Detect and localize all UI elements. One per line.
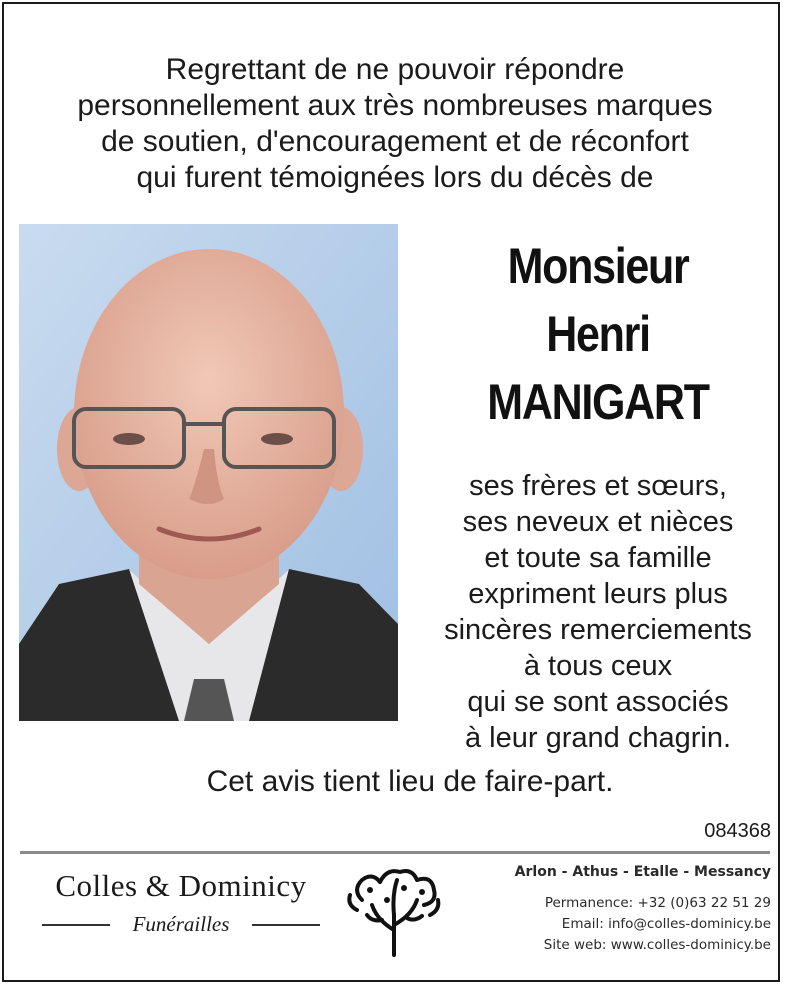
- subtitle-rule-left: [42, 924, 110, 926]
- intro-line: qui furent témoignées lors du décès de: [136, 161, 654, 194]
- family-line: sincères remerciements: [444, 614, 752, 646]
- name-title: Monsieur: [507, 238, 689, 294]
- funeral-home-subtitle-row: [36, 912, 326, 936]
- family-line: ses frères et sœurs,: [469, 470, 727, 502]
- family-message: [418, 468, 778, 756]
- reference-number: 084368: [704, 820, 771, 842]
- name-first: Henri: [546, 306, 650, 362]
- subtitle-rule-right: [252, 924, 320, 926]
- funeral-home-subtitle: Funérailles: [132, 912, 230, 936]
- funeral-home-logo: [36, 868, 326, 936]
- contact-permanence: Permanence: +32 (0)63 22 51 29: [544, 895, 771, 911]
- family-line: ses neveux et nièces: [462, 506, 734, 538]
- family-line: et toute sa famille: [484, 542, 712, 574]
- contact-cities: Arlon - Athus - Etalle - Messancy: [514, 864, 771, 880]
- portrait-photo: [19, 224, 398, 721]
- funeral-home-name: Colles & Dominicy: [55, 868, 307, 903]
- intro-line: personnellement aux très nombreuses marques: [77, 89, 713, 122]
- intro-text: [20, 52, 770, 196]
- name-last: MANIGART: [487, 374, 709, 430]
- intro-line: de soutien, d'encouragement et de réconfort: [101, 125, 689, 158]
- tree-icon: [342, 860, 447, 960]
- notice-text: Cet avis tient lieu de faire-part.: [206, 765, 614, 798]
- contact-email[interactable]: Email: info@colles-dominicy.be: [561, 916, 771, 932]
- family-line: à tous ceux: [523, 650, 673, 682]
- funeral-home-contact: [441, 862, 771, 956]
- family-line: qui se sont associés: [467, 686, 729, 718]
- family-line: expriment leurs plus: [468, 578, 728, 610]
- divider: [20, 851, 770, 854]
- contact-website[interactable]: Site web: www.colles-dominicy.be: [543, 937, 771, 953]
- deceased-name: [418, 232, 778, 436]
- intro-line: Regrettant de ne pouvoir répondre: [165, 53, 625, 86]
- family-line: à leur grand chagrin.: [465, 722, 731, 754]
